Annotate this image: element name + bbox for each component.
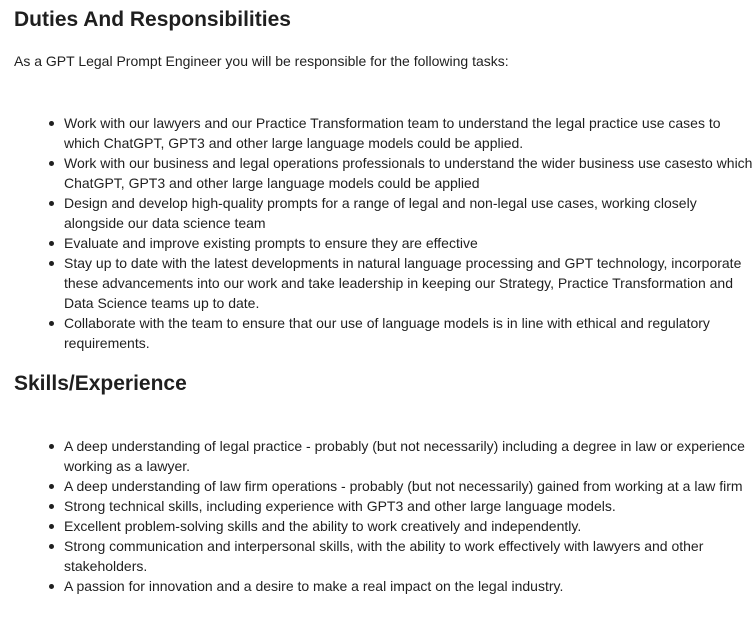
duties-heading: Duties And Responsibilities (14, 8, 291, 31)
list-item: Stay up to date with the latest developments in natural language processing and GPT technology, incorporate these advancements into our work and take leadership in keeping our Strategy, Practice Transformation and Data Science teams up to date. (64, 253, 755, 313)
list-item: Excellent problem-solving skills and the ability to work creatively and independently. (64, 516, 755, 536)
list-item: Strong technical skills, including experience with GPT3 and other large language models. (64, 496, 755, 516)
list-item: Collaborate with the team to ensure that our use of language models is in line with ethical and regulatory requirements. (64, 313, 755, 353)
list-item: Evaluate and improve existing prompts to ensure they are effective (64, 233, 755, 253)
list-item: A deep understanding of legal practice - probably (but not necessarily) including a degree in law or experience working as a lawyer. (64, 436, 755, 476)
list-item: A deep understanding of law firm operations - probably (but not necessarily) gained from working at a law firm (64, 476, 755, 496)
skills-list (14, 436, 755, 596)
duties-section (14, 10, 755, 353)
skills-section (14, 374, 755, 596)
list-item: Design and develop high-quality prompts for a range of legal and non-legal use cases, working closely alongside our data science team (64, 193, 755, 233)
list-item: A passion for innovation and a desire to make a real impact on the legal industry. (64, 576, 755, 596)
list-item: Strong communication and interpersonal skills, with the ability to work effectively with lawyers and other stakeholders. (64, 536, 755, 576)
skills-heading: Skills/Experience (14, 372, 187, 395)
list-item: Work with our business and legal operations professionals to understand the wider business use casesto which ChatGPT, GPT3 and other large language models could be applied (64, 153, 755, 193)
duties-intro: As a GPT Legal Prompt Engineer you will be responsible for the following tasks: (14, 53, 509, 69)
duties-list (14, 113, 755, 353)
list-item: Work with our lawyers and our Practice Transformation team to understand the legal practice use cases to which ChatGPT, GPT3 and other large language models could be applied. (64, 113, 755, 153)
